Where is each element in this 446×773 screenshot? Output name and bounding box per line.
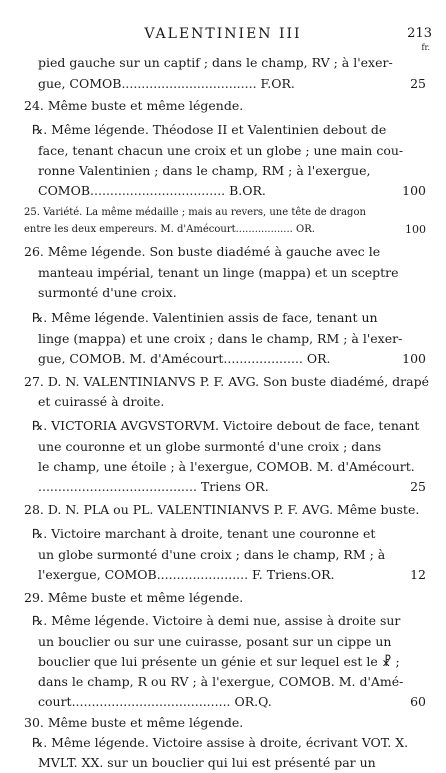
line-text: un bouclier ou sur une cuirasse, posant sur un cippe un — [38, 634, 392, 649]
text-line — [0, 545, 446, 565]
line-text: 27. D. N. VALENTINIANVS P. F. AVG. Son buste diadémé, drapé — [24, 374, 429, 389]
price-value: 100 — [402, 183, 426, 198]
line-text: et cuirassé à droite. — [38, 394, 165, 409]
line-text: un globe surmonté d'une croix ; dans le champ, RM ; à — [38, 547, 386, 562]
page-number: 213 — [407, 26, 432, 41]
line-text: 28. D. N. PLA ou PL. VALENTINIANVS P. F. AVG. Même buste. — [24, 502, 420, 517]
text-line — [0, 141, 446, 161]
text-line — [0, 611, 446, 631]
line-text: gue, COMOB.................................. F.OR. — [38, 76, 295, 91]
line-text: gue, COMOB. M. d'Amécourt.................... OR. — [38, 351, 331, 366]
text-line — [0, 477, 446, 497]
text-line — [0, 500, 446, 520]
text-line — [0, 53, 446, 73]
line-text: ℞. Même légende. Victoire assise à droite, écrivant VOT. X. — [32, 735, 409, 750]
line-text: linge (mappa) et une croix ; dans le champ, RM ; à l'exer- — [38, 331, 403, 346]
text-line — [0, 263, 446, 283]
line-text: ℞. Victoire marchant à droite, tenant une couronne et — [32, 526, 376, 541]
price-value: 25 — [410, 479, 426, 494]
text-line — [0, 308, 446, 328]
line-text: 24. Même buste et même légende. — [24, 98, 244, 113]
text-line — [0, 733, 446, 753]
text-line — [0, 329, 446, 349]
line-text: ℞. Même légende. Valentinien assis de face, tenant un — [32, 310, 378, 325]
price-value: 12 — [410, 567, 426, 582]
line-text: pied gauche sur un captif ; dans le champ, RV ; à l'exer- — [38, 55, 393, 70]
text-line — [0, 392, 446, 412]
text-line — [0, 372, 446, 392]
text-line — [0, 161, 446, 181]
line-text: dans le champ, R ou RV ; à l'exergue, COMOB. M. d'Amé- — [38, 674, 404, 689]
text-line — [0, 457, 446, 477]
text-line — [0, 283, 446, 303]
text-line — [0, 242, 446, 262]
line-text: entre les deux empereurs. M. d'Amécourt.................. OR. — [24, 224, 315, 235]
price-value: 60 — [410, 694, 426, 709]
price-value: 25 — [410, 76, 426, 91]
price-value: 100 — [405, 223, 426, 236]
price-value: 100 — [402, 351, 426, 366]
text-line — [0, 524, 446, 544]
text-line — [0, 753, 446, 773]
text-line — [0, 692, 446, 712]
line-text: surmonté d'une croix. — [38, 285, 177, 300]
text-line — [0, 713, 446, 733]
line-text: bouclier que lui présente un génie et sur lequel est le ☧ ; — [38, 654, 400, 669]
line-text: manteau impérial, tenant un linge (mappa) et un sceptre — [38, 265, 399, 280]
line-text: 30. Même buste et même légende. — [24, 715, 244, 730]
line-text: face, tenant chacun une croix et un globe ; une main cou- — [38, 143, 404, 158]
text-line — [0, 437, 446, 457]
line-text: ronne Valentinien ; dans le champ, RM ; à l'exergue, — [38, 163, 371, 178]
line-text: l'exergue, COMOB....................... F. Triens.OR. — [38, 567, 335, 582]
price-unit-label: fr. — [421, 43, 430, 52]
line-text: 25. Variété. La même médaille ; mais au revers, une tête de dragon — [24, 207, 366, 218]
line-text: une couronne et un globe surmonté d'une croix ; dans — [38, 439, 382, 454]
line-text: ℞. VICTORIA AVGVSTORVM. Victoire debout de face, tenant — [32, 418, 420, 433]
line-text: COMOB.................................. B.OR. — [38, 183, 266, 198]
line-text: ℞. Même légende. Victoire à demi nue, assise à droite sur — [32, 613, 401, 628]
running-title: VALENTINIEN III — [144, 26, 302, 42]
text-line — [0, 588, 446, 608]
line-text: MVLT. XX. sur un bouclier qui lui est présenté par un — [38, 755, 376, 770]
line-text: ℞. Même légende. Théodose II et Valentinien debout de — [32, 122, 387, 137]
page-header — [0, 26, 446, 52]
text-line — [0, 349, 446, 369]
line-text: 26. Même légende. Son buste diadémé à gauche avec le — [24, 244, 381, 259]
line-text: court........................................ OR.Q. — [38, 694, 272, 709]
text-line — [0, 416, 446, 436]
text-line — [0, 181, 446, 201]
text-line — [0, 672, 446, 692]
text-line — [0, 96, 446, 116]
text-line — [0, 120, 446, 140]
line-text: ........................................ Triens OR. — [38, 479, 269, 494]
line-text: 29. Même buste et même légende. — [24, 590, 244, 605]
text-line — [0, 632, 446, 652]
text-line — [0, 652, 446, 672]
text-line — [0, 220, 446, 240]
text-line — [0, 565, 446, 585]
line-text: le champ, une étoile ; à l'exergue, COMOB. M. d'Amécourt. — [38, 459, 415, 474]
text-line — [0, 74, 446, 94]
